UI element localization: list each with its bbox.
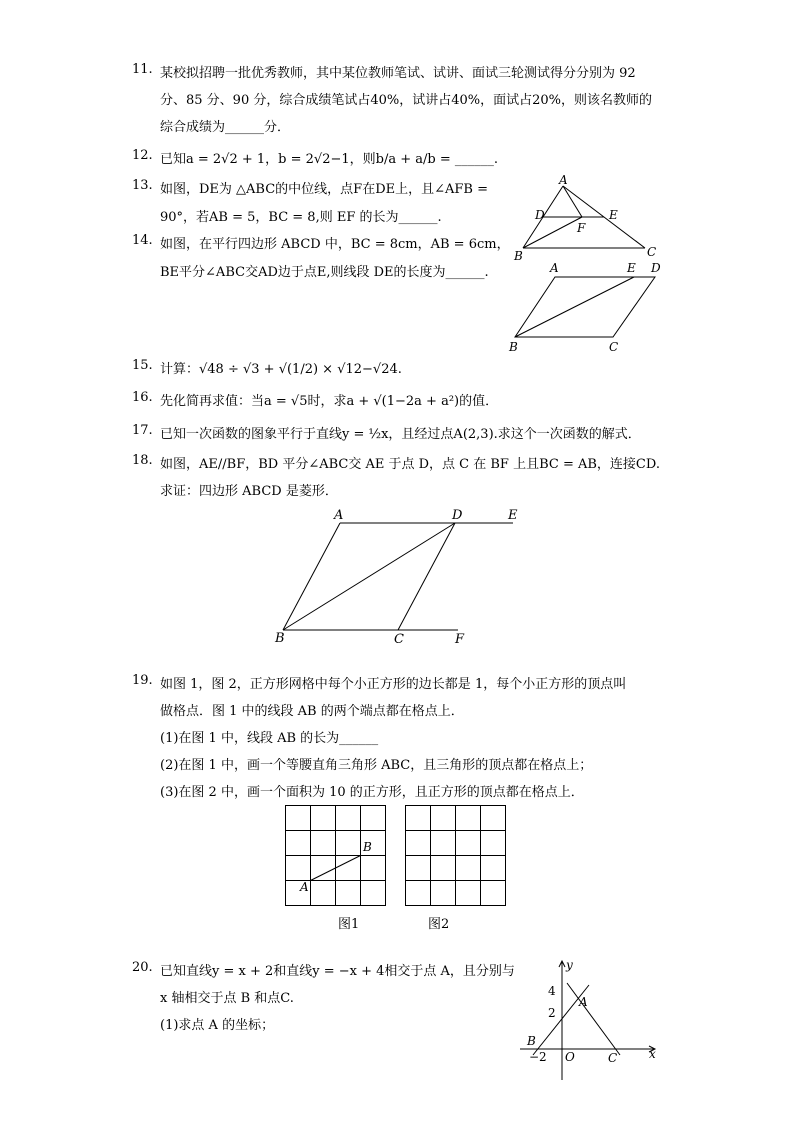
- q16-line-1: 先化简再求值：当a = √5时，求a + √(1−2a + a²)的值．: [160, 394, 499, 409]
- label-D: D: [651, 261, 661, 275]
- q13-line-1: 如图，DE为 △ABC的中位线，点F在DE上，且∠AFB =: [160, 182, 488, 197]
- figure-19-grids: [280, 800, 520, 940]
- q20-line-3: (1)求点 A 的坐标；: [160, 1018, 275, 1033]
- tick-4: 4: [548, 984, 556, 998]
- question-number: 16.: [132, 390, 153, 405]
- label-B: B: [509, 340, 518, 354]
- question-number: 14.: [132, 233, 153, 248]
- figure-13-triangle: [505, 172, 665, 264]
- label-B: B: [363, 840, 372, 854]
- q19-line-3: (1)在图 1 中，线段 AB 的长为______: [160, 731, 379, 746]
- q20-line-1: 已知直线y = x + 2和直线y = −x + 4相交于点 A，且分别与: [160, 964, 515, 979]
- question-number: 19.: [132, 673, 153, 688]
- q12-line-1: 已知a = 2√2 + 1，b = 2√2−1，则b/a + a/b = ______.: [160, 152, 498, 167]
- figure-18-rhombus: [268, 505, 528, 650]
- q19-line-5: (3)在图 2 中，画一个面积为 10 的正方形，且正方形的顶点都在格点上．: [160, 785, 584, 800]
- label-A: A: [334, 508, 344, 523]
- q18-line-1: 如图，AE//BF，BD 平分∠ABC交 AE 于点 D，点 C 在 BF 上且BC = AB，连接CD.: [160, 457, 660, 472]
- label-F: F: [577, 221, 586, 235]
- tick-neg2: −2: [529, 1050, 547, 1064]
- tick-2: 2: [548, 1006, 556, 1020]
- question-number: 20.: [132, 960, 153, 975]
- question-number: 11.: [132, 62, 153, 77]
- label-B: B: [514, 249, 523, 263]
- label-C: C: [609, 340, 619, 354]
- q11-line-3: 综合成绩为______分．: [160, 120, 291, 135]
- question-number: 12.: [132, 148, 153, 163]
- axis-y-label: y: [566, 958, 573, 972]
- question-number: 13.: [132, 178, 153, 193]
- question-number: 18.: [132, 453, 153, 468]
- q11-line-1: 某校拟招聘一批优秀教师，其中某位教师笔试、试讲、面试三轮测试得分分别为 92: [160, 66, 636, 81]
- q19-line-4: (2)在图 1 中，画一个等腰直角三角形 ABC，且三角形的顶点都在格点上；: [160, 758, 593, 773]
- question-number: 17.: [132, 423, 153, 438]
- label-D: D: [535, 208, 545, 222]
- label-B: B: [527, 1034, 536, 1048]
- q19-line-1: 如图 1，图 2，正方形网格中每个小正方形的边长都是 1，每个小正方形的顶点叫: [160, 677, 627, 692]
- label-C: C: [608, 1051, 618, 1065]
- label-E: E: [508, 508, 518, 523]
- axis-x-label: x: [649, 1047, 656, 1061]
- q15-line-1: 计算：√48 ÷ √3 + √(1/2) × √12−√24.: [160, 362, 402, 377]
- label-E: E: [609, 208, 618, 222]
- figure-20-coordinate-plot: [515, 955, 665, 1085]
- q19-line-2: 做格点．图 1 中的线段 AB 的两个端点都在格点上．: [160, 704, 464, 719]
- question-number: 15.: [132, 358, 153, 373]
- caption-figure-2: 图2: [428, 917, 450, 932]
- label-A: A: [300, 880, 309, 894]
- q18-line-2: 求证：四边形 ABCD 是菱形．: [160, 484, 338, 499]
- q11-line-2: 分、85 分、90 分，综合成绩笔试占40%，试讲占40%，面试占20%，则该名教师的: [160, 93, 653, 108]
- label-C: C: [647, 245, 657, 259]
- label-B: B: [275, 631, 285, 646]
- label-A: A: [579, 995, 588, 1009]
- label-E: E: [627, 261, 636, 275]
- figure-14-parallelogram: [502, 258, 672, 356]
- label-D: D: [452, 508, 463, 523]
- label-O: O: [565, 1050, 575, 1064]
- q20-line-2: x 轴相交于点 B 和点C.: [160, 991, 294, 1006]
- q13-line-2: 90°，若AB = 5，BC = 8,则 EF 的长为______.: [160, 210, 442, 225]
- q17-line-1: 已知一次函数的图象平行于直线y = ½x，且经过点A(2,3).求这个一次函数的解式．: [160, 427, 641, 442]
- label-A: A: [559, 173, 568, 187]
- label-F: F: [455, 632, 465, 647]
- label-C: C: [394, 632, 404, 647]
- q14-line-1: 如图，在平行四边形 ABCD 中，BC = 8cm，AB = 6cm，: [160, 237, 510, 252]
- q14-line-2: BE平分∠ABC交AD边于点E,则线段 DE的长度为______.: [160, 265, 489, 280]
- label-A: A: [550, 261, 559, 275]
- caption-figure-1: 图1: [338, 917, 360, 932]
